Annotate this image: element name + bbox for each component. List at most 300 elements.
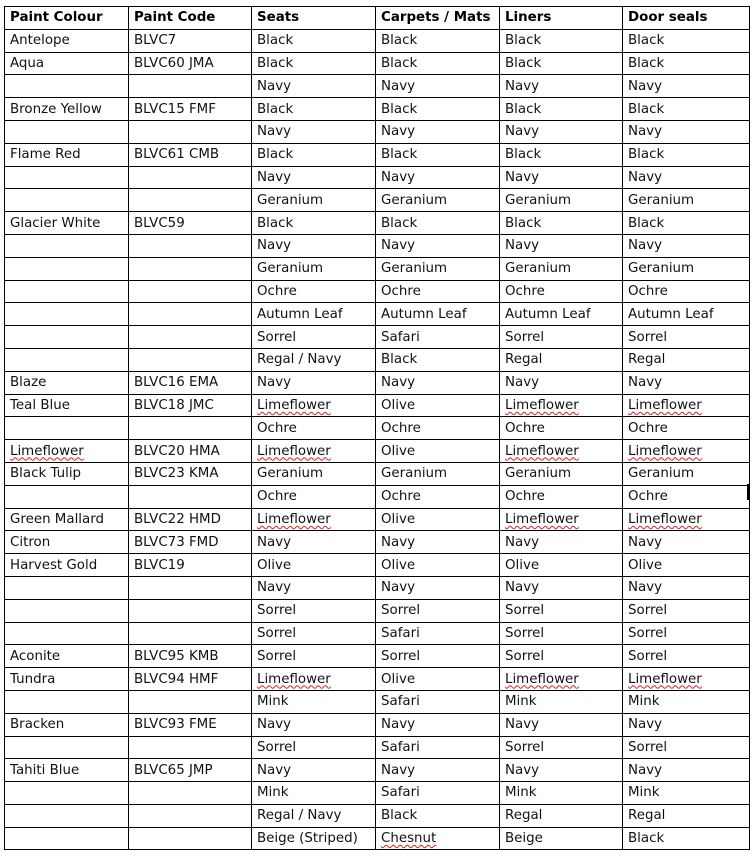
seats-cell (252, 713, 376, 736)
carpets-mats-cell (376, 257, 500, 280)
paint-code-cell (129, 417, 252, 440)
table-row (5, 531, 750, 554)
liners-cell (500, 713, 623, 736)
cell-text: BLVC16 EMA (134, 375, 219, 391)
door-seals-cell (623, 645, 750, 668)
seats-cell (252, 782, 376, 805)
table-row (5, 280, 750, 303)
seats-cell (252, 531, 376, 554)
cell-text: BLVC20 HMA (134, 443, 220, 459)
liners-cell (500, 485, 623, 508)
door-seals-cell (623, 622, 750, 645)
table-row (5, 98, 750, 121)
paint-colour-cell (5, 98, 129, 121)
cell-text: Ochre (628, 489, 668, 505)
cell-text: Navy (505, 762, 540, 778)
door-seals-cell (623, 690, 750, 713)
cell-text: BLVC7 (134, 33, 177, 49)
table-row (5, 257, 750, 280)
door-seals-cell (623, 394, 750, 417)
seats-cell (252, 29, 376, 52)
door-seals-cell (623, 212, 750, 235)
paint-code-cell (129, 622, 252, 645)
cell-text: BLVC59 (134, 215, 185, 231)
cell-text: Mink (628, 785, 660, 801)
cell-text: Regal (628, 352, 666, 368)
cell-text: Mink (257, 694, 289, 710)
cell-text: Olive (381, 671, 416, 687)
paint-colour-cell (5, 759, 129, 782)
cell-text: Ochre (628, 283, 668, 299)
cell-text: Navy (505, 78, 540, 94)
cell-text: Ochre (381, 489, 421, 505)
paint-code-cell (129, 485, 252, 508)
cell-text: Navy (257, 717, 292, 733)
paint-code-cell (129, 440, 252, 463)
seats-cell (252, 462, 376, 485)
paint-colour-cell (5, 827, 129, 850)
seats-cell (252, 394, 376, 417)
table-row (5, 166, 750, 189)
cell-text: Ochre (381, 283, 421, 299)
cell-text: Citron (10, 534, 51, 550)
seats-cell (252, 166, 376, 189)
cell-text: Navy (628, 580, 663, 596)
door-seals-cell (623, 668, 750, 691)
paint-colour-cell (5, 531, 129, 554)
liners-cell (500, 234, 623, 257)
cell-text: Limeflower (505, 397, 579, 413)
carpets-mats-cell (376, 622, 500, 645)
cell-text: Limeflower (628, 671, 702, 687)
liners-cell (500, 98, 623, 121)
cell-text: Olive (381, 511, 416, 527)
cell-text: BLVC73 FMD (134, 534, 219, 550)
carpets-mats-cell (376, 440, 500, 463)
cell-text: Navy (505, 580, 540, 596)
table-row (5, 554, 750, 577)
seats-cell (252, 576, 376, 599)
seats-cell (252, 690, 376, 713)
paint-colour-cell (5, 508, 129, 531)
seats-cell (252, 75, 376, 98)
cell-text: Limeflower (505, 671, 579, 687)
cell-text: Limeflower (257, 671, 331, 687)
table-row (5, 440, 750, 463)
cell-text: Beige (Striped) (257, 831, 358, 847)
cell-text: BLVC93 FME (134, 717, 217, 733)
liners-cell (500, 52, 623, 75)
cell-text: Regal / Navy (257, 352, 342, 368)
cell-text: Mink (505, 785, 537, 801)
paint-code-cell (129, 52, 252, 75)
cell-text: Navy (257, 534, 292, 550)
carpets-mats-cell (376, 462, 500, 485)
table-row (5, 52, 750, 75)
paint-code-cell (129, 348, 252, 371)
cell-text: Limeflower (628, 397, 702, 413)
seats-cell (252, 508, 376, 531)
cell-text: Limeflower (628, 511, 702, 527)
cell-text: Black (628, 215, 665, 231)
cell-text: Harvest Gold (10, 557, 98, 573)
table-row (5, 303, 750, 326)
seats-cell (252, 622, 376, 645)
carpets-mats-cell (376, 212, 500, 235)
cell-text: BLVC61 CMB (134, 147, 220, 163)
paint-code-cell (129, 508, 252, 531)
cell-text: Limeflower (505, 443, 579, 459)
paint-code-cell (129, 234, 252, 257)
header-row (5, 7, 750, 30)
cell-text: Black (628, 831, 665, 847)
paint-code-cell (129, 531, 252, 554)
carpets-mats-cell (376, 508, 500, 531)
cell-text: Olive (628, 557, 663, 573)
cell-text: Sorrel (381, 603, 421, 619)
cell-text: Sorrel (628, 603, 668, 619)
cell-text: Black (257, 33, 294, 49)
cell-text: Navy (257, 580, 292, 596)
cell-text: Navy (628, 375, 663, 391)
cell-text: Sorrel (257, 739, 297, 755)
cell-text: Navy (628, 169, 663, 185)
paint-colour-cell (5, 782, 129, 805)
cell-text: Black (257, 215, 294, 231)
cell-text: Navy (381, 717, 416, 733)
carpets-mats-cell (376, 166, 500, 189)
cell-text: Olive (505, 557, 540, 573)
cell-text: Navy (257, 375, 292, 391)
liners-cell (500, 599, 623, 622)
paint-code-cell (129, 645, 252, 668)
door-seals-cell (623, 736, 750, 759)
cell-text: Navy (257, 238, 292, 254)
door-seals-cell (623, 75, 750, 98)
cell-text: Antelope (10, 33, 70, 49)
table-row (5, 326, 750, 349)
liners-cell (500, 143, 623, 166)
cell-text: Navy (381, 78, 416, 94)
cell-text: Navy (505, 169, 540, 185)
paint-code-cell (129, 75, 252, 98)
door-seals-cell (623, 531, 750, 554)
liners-cell (500, 75, 623, 98)
door-seals-cell (623, 508, 750, 531)
cell-text: Bracken (10, 717, 65, 733)
cell-text: Autumn Leaf (628, 306, 714, 322)
seats-cell (252, 417, 376, 440)
cell-text: Navy (628, 762, 663, 778)
door-seals-cell (623, 440, 750, 463)
cell-text: Autumn Leaf (381, 306, 467, 322)
table-row (5, 348, 750, 371)
cell-text: Navy (505, 124, 540, 140)
cell-text: Black (381, 33, 418, 49)
cell-text: Sorrel (257, 603, 297, 619)
liners-cell (500, 280, 623, 303)
paint-code-cell (129, 212, 252, 235)
cell-text: Navy (505, 238, 540, 254)
paint-code-cell (129, 257, 252, 280)
cell-text: Navy (257, 124, 292, 140)
cell-text: Olive (381, 557, 416, 573)
door-seals-cell (623, 759, 750, 782)
liners-cell (500, 645, 623, 668)
cell-text: Sorrel (257, 625, 297, 641)
paint-code-cell (129, 326, 252, 349)
table-row (5, 120, 750, 143)
table-row (5, 713, 750, 736)
table-row (5, 75, 750, 98)
cell-text: Navy (381, 238, 416, 254)
cell-text: Sorrel (381, 648, 421, 664)
seats-cell (252, 668, 376, 691)
cell-text: Navy (628, 717, 663, 733)
paint-colour-cell (5, 690, 129, 713)
liners-cell (500, 348, 623, 371)
cell-text: Black (505, 215, 542, 231)
carpets-mats-cell (376, 736, 500, 759)
carpets-mats-cell (376, 645, 500, 668)
carpets-mats-cell (376, 52, 500, 75)
door-seals-cell (623, 804, 750, 827)
carpets-mats-cell (376, 280, 500, 303)
seats-header: Seats (252, 7, 376, 30)
table-row (5, 622, 750, 645)
door-seals-cell (623, 827, 750, 850)
paint-code-cell (129, 303, 252, 326)
cell-text: Regal (505, 352, 543, 368)
seats-cell (252, 554, 376, 577)
paint-code-cell (129, 599, 252, 622)
door-seals-cell (623, 234, 750, 257)
paint-code-cell (129, 98, 252, 121)
cell-text: Ochre (505, 283, 545, 299)
paint-colour-header: Paint Colour (5, 7, 129, 30)
cell-text: Black (505, 33, 542, 49)
door-seals-cell (623, 599, 750, 622)
cell-text: Safari (381, 694, 420, 710)
cell-text: Geranium (257, 261, 324, 277)
liners-cell (500, 690, 623, 713)
cell-text: BLVC60 JMA (134, 55, 214, 71)
table-row (5, 599, 750, 622)
cell-text: Tundra (10, 671, 56, 687)
seats-cell (252, 440, 376, 463)
liners-cell (500, 782, 623, 805)
carpets-mats-cell (376, 394, 500, 417)
seats-cell (252, 599, 376, 622)
liners-cell (500, 462, 623, 485)
carpets-mats-cell (376, 713, 500, 736)
table-header (5, 7, 750, 30)
table-row (5, 645, 750, 668)
cell-text: Ochre (628, 420, 668, 436)
door-seals-cell (623, 166, 750, 189)
liners-cell (500, 189, 623, 212)
paint-code-cell (129, 394, 252, 417)
table-row (5, 417, 750, 440)
cell-text: Regal / Navy (257, 808, 342, 824)
liners-cell (500, 212, 623, 235)
carpets-mats-cell (376, 189, 500, 212)
cell-text: Black (257, 147, 294, 163)
paint-colour-cell (5, 52, 129, 75)
cell-text: Safari (381, 739, 420, 755)
cell-text: Sorrel (257, 648, 297, 664)
cell-text: Chesnut (381, 831, 437, 847)
paint-colour-cell (5, 75, 129, 98)
door-seals-cell (623, 143, 750, 166)
carpets-mats-cell (376, 827, 500, 850)
carpets-mats-cell (376, 554, 500, 577)
door-seals-cell (623, 52, 750, 75)
carpets-mats-cell (376, 804, 500, 827)
paint-code-cell (129, 120, 252, 143)
cell-text: Black (381, 101, 418, 117)
door-seals-cell (623, 713, 750, 736)
liners-header: Liners (500, 7, 623, 30)
paint-code-cell (129, 280, 252, 303)
paint-colour-cell (5, 120, 129, 143)
paint-code-cell (129, 804, 252, 827)
cell-text: Black Tulip (10, 466, 82, 482)
paint-code-cell (129, 29, 252, 52)
cell-text: BLVC23 KMA (134, 466, 219, 482)
liners-cell (500, 736, 623, 759)
cell-text: Autumn Leaf (257, 306, 343, 322)
paint-colour-cell (5, 234, 129, 257)
cell-text: Ochre (257, 283, 297, 299)
door-seals-cell (623, 280, 750, 303)
paint-colour-cell (5, 348, 129, 371)
cell-text: Navy (257, 78, 292, 94)
cell-text: BLVC22 HMD (134, 511, 221, 527)
cell-text: Navy (505, 717, 540, 733)
paint-code-cell (129, 713, 252, 736)
table-row (5, 668, 750, 691)
seats-cell (252, 280, 376, 303)
cell-text: Sorrel (505, 625, 545, 641)
door-seals-cell (623, 348, 750, 371)
paint-code-cell (129, 668, 252, 691)
paint-colour-cell (5, 257, 129, 280)
cell-text: Limeflower (257, 397, 331, 413)
liners-cell (500, 326, 623, 349)
cell-text: Black (628, 147, 665, 163)
table-row (5, 827, 750, 850)
cell-text: Sorrel (505, 329, 545, 345)
table-row (5, 29, 750, 52)
cell-text: Black (505, 147, 542, 163)
cell-text: Navy (628, 78, 663, 94)
cell-text: Black (381, 352, 418, 368)
table-row (5, 736, 750, 759)
cell-text: Blaze (10, 375, 47, 391)
cell-text: Limeflower (257, 511, 331, 527)
carpets-mats-cell (376, 782, 500, 805)
table-row (5, 189, 750, 212)
cell-text: Safari (381, 329, 420, 345)
cell-text: Limeflower (257, 443, 331, 459)
cell-text: Black (257, 101, 294, 117)
liners-cell (500, 668, 623, 691)
seats-cell (252, 759, 376, 782)
door-seals-cell (623, 98, 750, 121)
cell-text: Glacier White (10, 215, 101, 231)
carpets-mats-cell (376, 348, 500, 371)
seats-cell (252, 120, 376, 143)
seats-cell (252, 348, 376, 371)
cell-text: Safari (381, 785, 420, 801)
cell-text: Navy (257, 762, 292, 778)
paint-colour-cell (5, 576, 129, 599)
carpets-mats-cell (376, 303, 500, 326)
text-cursor (747, 484, 749, 500)
paint-colour-cell (5, 371, 129, 394)
cell-text: Sorrel (628, 648, 668, 664)
cell-text: BLVC95 KMB (134, 648, 219, 664)
cell-text: Black (628, 55, 665, 71)
cell-text: Geranium (628, 466, 695, 482)
cell-text: Bronze Yellow (10, 101, 102, 117)
liners-cell (500, 371, 623, 394)
liners-cell (500, 759, 623, 782)
table-row (5, 143, 750, 166)
carpets-mats-cell (376, 759, 500, 782)
table-row (5, 782, 750, 805)
seats-cell (252, 212, 376, 235)
cell-text: Ochre (257, 420, 297, 436)
paint-trim-table (4, 6, 750, 850)
paint-colour-cell (5, 29, 129, 52)
liners-cell (500, 622, 623, 645)
door-seals-cell (623, 462, 750, 485)
paint-colour-cell (5, 668, 129, 691)
table-body (5, 29, 750, 850)
cell-text: Navy (381, 169, 416, 185)
carpets-mats-cell (376, 668, 500, 691)
liners-cell (500, 440, 623, 463)
table-row (5, 394, 750, 417)
carpets-mats-cell (376, 690, 500, 713)
door-seals-cell (623, 29, 750, 52)
carpets-mats-cell (376, 326, 500, 349)
seats-cell (252, 303, 376, 326)
cell-text: Flame Red (10, 147, 81, 163)
cell-text: Sorrel (628, 329, 668, 345)
cell-text: Tahiti Blue (10, 762, 80, 778)
cell-text: Geranium (381, 466, 448, 482)
liners-cell (500, 394, 623, 417)
cell-text: Black (257, 55, 294, 71)
cell-text: Regal (505, 808, 543, 824)
cell-text: BLVC15 FMF (134, 101, 216, 117)
cell-text: Ochre (257, 489, 297, 505)
door-seals-cell (623, 257, 750, 280)
liners-cell (500, 303, 623, 326)
cell-text: Sorrel (628, 739, 668, 755)
cell-text: Aconite (10, 648, 61, 664)
cell-text: Geranium (505, 192, 572, 208)
cell-text: Black (381, 215, 418, 231)
liners-cell (500, 257, 623, 280)
paint-colour-cell (5, 280, 129, 303)
carpets-mats-cell (376, 143, 500, 166)
cell-text: Sorrel (257, 329, 297, 345)
table-row (5, 485, 750, 508)
